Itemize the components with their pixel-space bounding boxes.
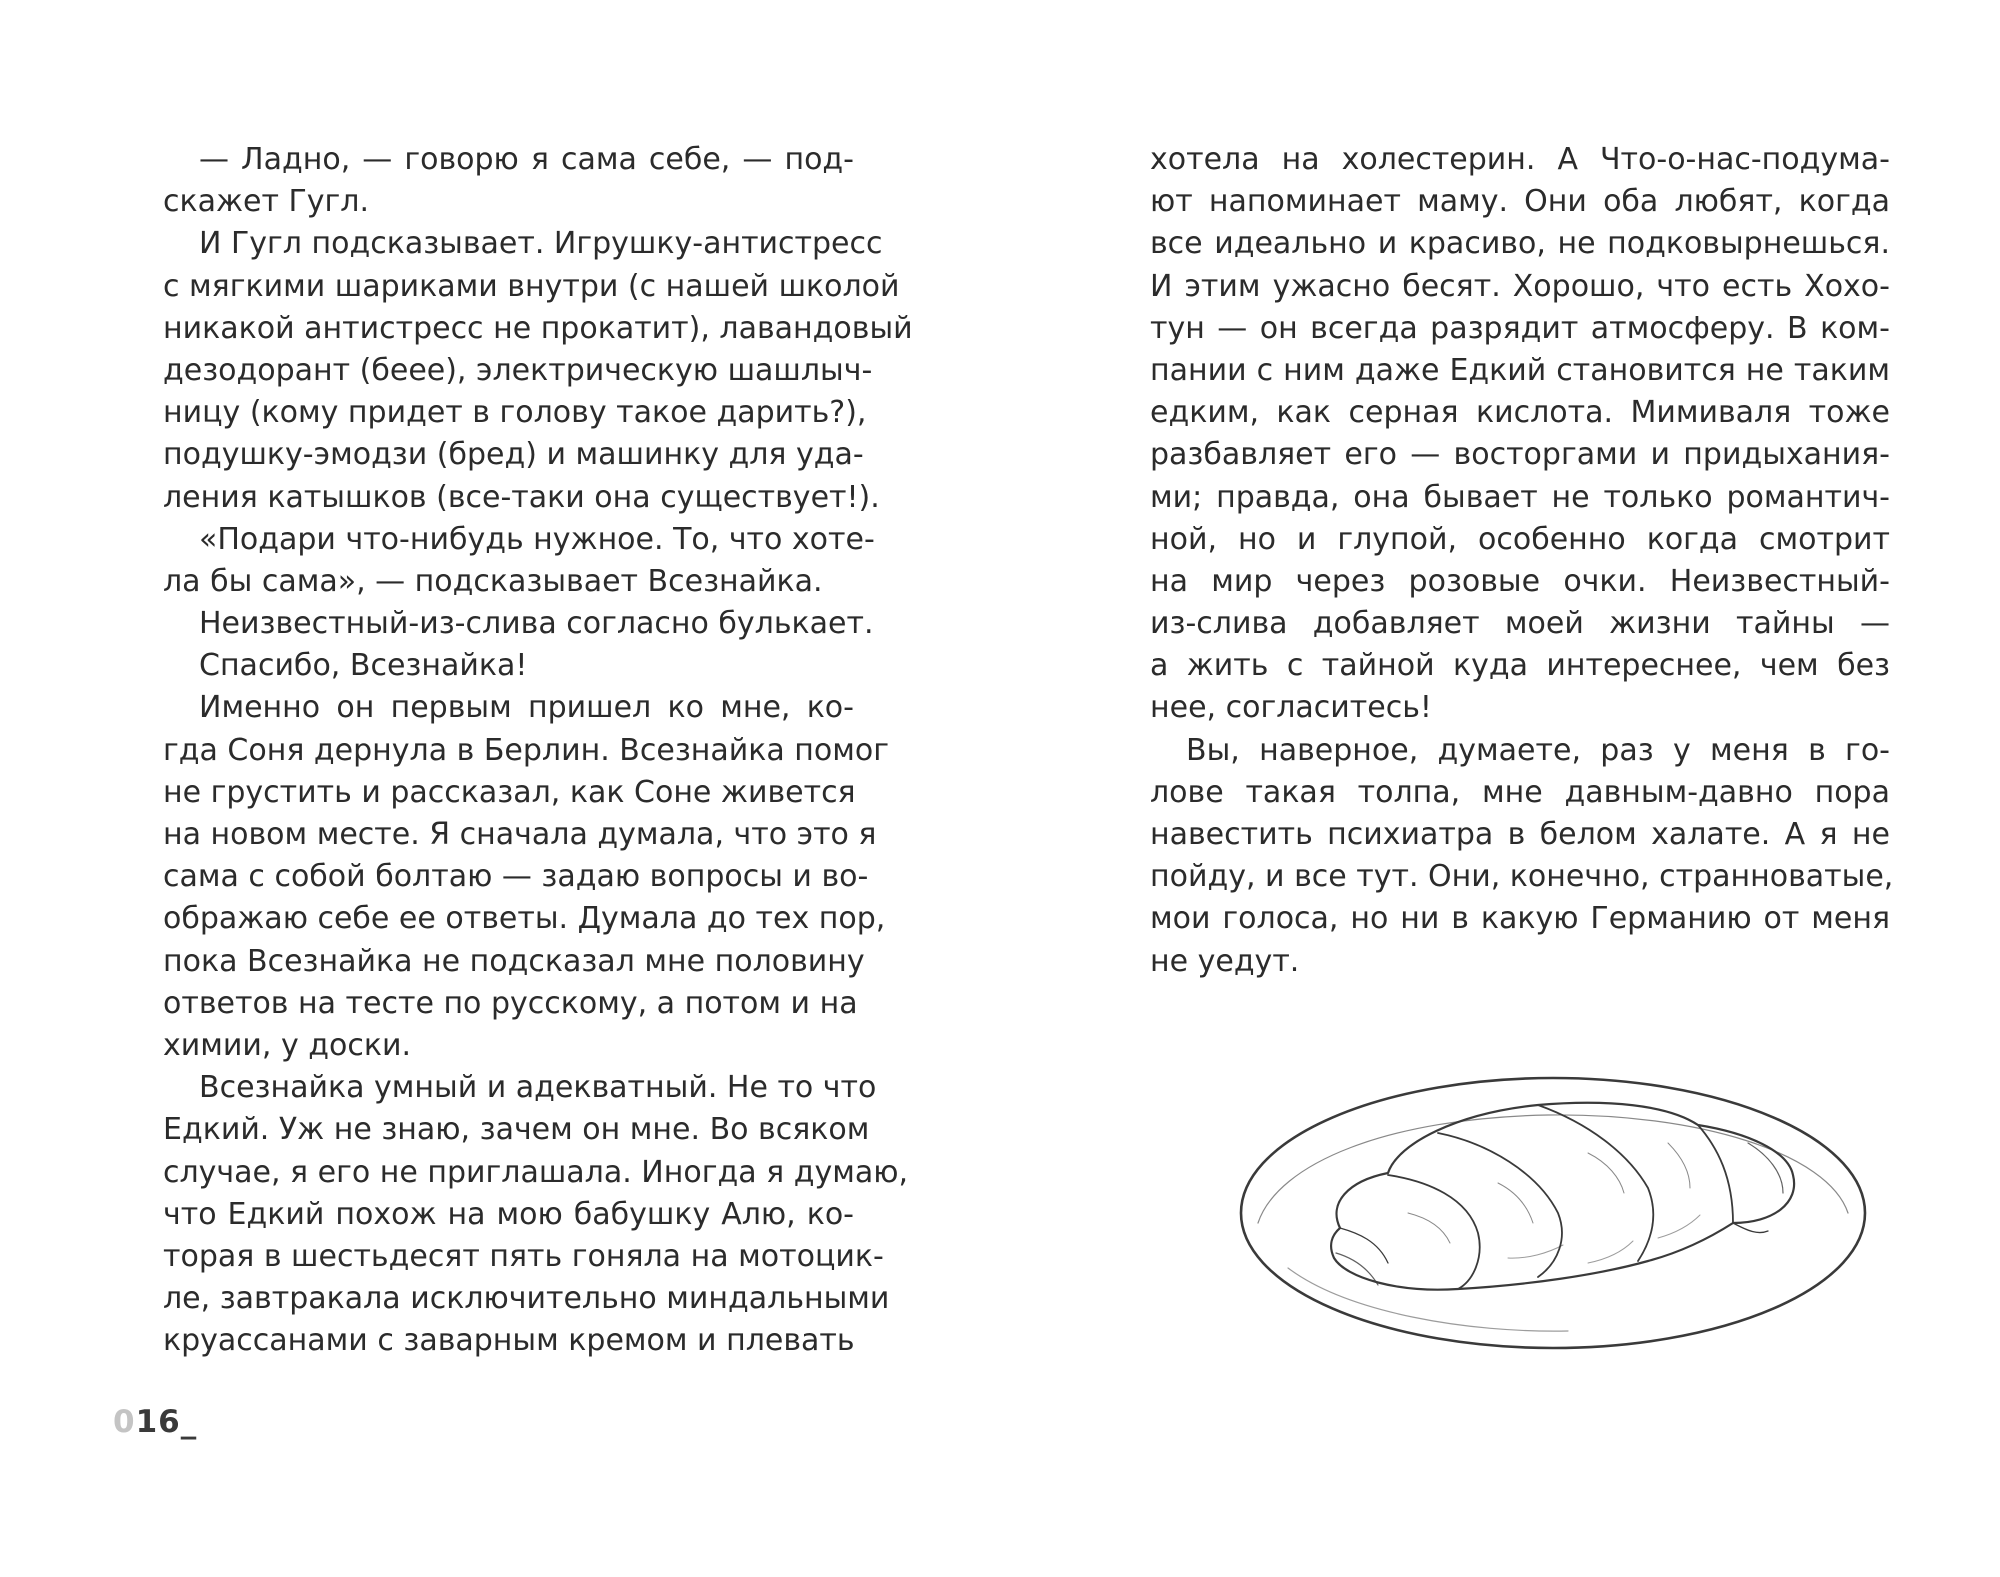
croissant-fold [1438, 1133, 1562, 1277]
text-line: не грустить и рассказал, как Соне живется [163, 774, 856, 810]
text-line: все идеально и красиво, не подковырнешься. [1150, 226, 1890, 262]
text-line: ответов на тесте по русскому, а потом и на [163, 985, 858, 1021]
croissant-fold [1538, 1105, 1653, 1261]
text-line: Неизвестный-из-слива согласно булькает. [199, 606, 874, 642]
text-line: подушку-эмодзи (бред) и машинку для уда- [163, 437, 864, 473]
text-line: ницу (кому придет в голову такое дарить?), [163, 395, 867, 431]
right-text-column [1150, 139, 1894, 983]
text-line: что Едкий похож на мою бабушку Алю, ко- [163, 1196, 854, 1232]
text-line: Всезнайка умный и адекватный. Не то что [199, 1070, 877, 1106]
text-line: Едкий. Уж не знаю, зачем он мне. Во всяком [163, 1112, 870, 1148]
text-line: Вы, наверное, думаете, раз у меня в го- [1186, 732, 1890, 768]
text-line: ла бы сама», — подсказывает Всезнайка. [163, 563, 823, 599]
text-line: никакой антистресс не прокатит), лавандовый [163, 310, 913, 346]
text-line: ления катышков (все-таки она существует!). [163, 479, 880, 515]
text-line: лове такая толпа, мне давным-давно пора [1150, 774, 1890, 810]
text-line: И этим ужасно бесят. Хорошо, что есть Хохо- [1150, 268, 1890, 304]
text-line: круассанами с заварным кремом и плевать [163, 1323, 855, 1359]
text-line: разбавляет его — восторгами и придыхания- [1150, 437, 1890, 473]
text-line: с мягкими шариками внутри (с нашей школой [163, 268, 900, 304]
text-line: тун — он всегда разрядит атмосферу. В ком- [1150, 310, 1890, 346]
text-line: скажет Гугл. [163, 184, 370, 220]
left-text-column [163, 139, 913, 1362]
text-line: пойду, и все тут. Они, конечно, странноватые, [1150, 859, 1894, 895]
page-number-digits: 16_ [135, 1404, 198, 1440]
text-line: пании с ним даже Едкий становится не таким [1150, 352, 1890, 388]
text-line: Именно он первым пришел ко мне, ко- [199, 690, 854, 726]
croissant-fold [1388, 1175, 1480, 1289]
page-number-lead-digit: 0 [113, 1404, 136, 1440]
text-line: дезодорант (беее), электрическую шашлыч- [163, 352, 873, 388]
page-number [113, 1404, 197, 1440]
croissant-body [1331, 1103, 1794, 1290]
text-line: нее, согласитесь! [1150, 690, 1432, 726]
text-line: хотела на холестерин. А Что-о-нас-подума- [1150, 142, 1890, 177]
text-line: торая в шестьдесят пять гоняла на мотоцик- [163, 1238, 884, 1274]
text-line: ной, но и глупой, особенно когда смотрит [1150, 521, 1890, 557]
text-line: — Ладно, — говорю я сама себе, — под- [199, 142, 854, 177]
text-line: на новом месте. Я сначала думала, что это я [163, 817, 877, 852]
croissant-plate-illustration [1228, 1063, 1883, 1363]
text-line: ют напоминает маму. Они оба любят, когда [1150, 184, 1890, 220]
text-line: ми; правда, она бывает не только романтич- [1150, 479, 1890, 515]
plate-inner-rim [1258, 1115, 1848, 1223]
text-line: мои голоса, но ни в какую Германию от меня [1150, 901, 1890, 937]
text-line: химии, у доски. [163, 1027, 411, 1063]
text-line: случае, я его не приглашала. Иногда я думаю, [163, 1154, 909, 1190]
text-line: гда Соня дернула в Берлин. Всезнайка помог [163, 732, 890, 768]
text-line: «Подари что-нибудь нужное. То, что хоте- [199, 521, 875, 557]
text-line: сама с собой болтаю — задаю вопросы и во- [163, 859, 869, 895]
text-line: И Гугл подсказывает. Игрушку-антистресс [199, 226, 883, 262]
text-line: пока Всезнайка не подсказал мне половину [163, 943, 865, 979]
text-line: на мир через розовые очки. Неизвестный- [1150, 563, 1890, 599]
text-line: а жить с тайной куда интереснее, чем без [1150, 648, 1890, 684]
text-line: Спасибо, Всезнайка! [199, 648, 528, 684]
text-line: ле, завтракала исключительно миндальными [163, 1281, 890, 1317]
text-line: не уедут. [1150, 943, 1300, 979]
croissant-fold [1698, 1125, 1733, 1223]
text-line: из-слива добавляет моей жизни тайны — [1150, 606, 1890, 642]
plate-rim [1241, 1078, 1865, 1348]
text-line: едким, как серная кислота. Мимиваля тоже [1150, 395, 1890, 431]
text-line: ображаю себе ее ответы. Думала до тех пор, [163, 901, 886, 937]
text-line: навестить психиатра в белом халате. А я не [1150, 817, 1890, 852]
